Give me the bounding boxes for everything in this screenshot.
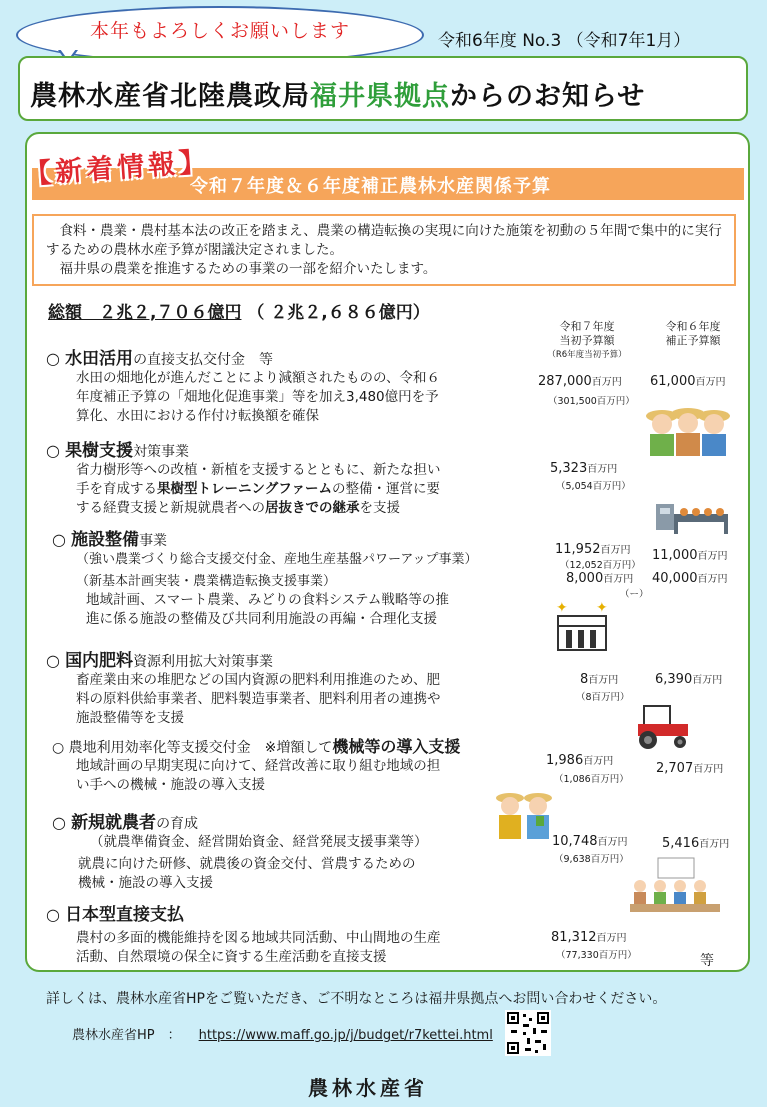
- budget-value: 10,748百万円: [552, 834, 628, 849]
- machinery-illustration: [654, 498, 730, 538]
- budget-value: 5,323百万円: [550, 461, 618, 476]
- hp-link[interactable]: https://www.maff.go.jp/j/budget/r7kettei.html: [198, 1028, 493, 1043]
- section-machinery: ○ 農地利用効率化等支援交付金 ※増額して機械等の導入支援 地域計画の早期実現に向けて、経営改善に取り組む地域の担 い手への機械・施設の導入支援: [52, 734, 552, 795]
- budget-prev-value: （9,638百万円）: [554, 854, 629, 865]
- section-body: 地域計画の早期実現に向けて、経営改善に取り組む地域の担 い手への機械・施設の導入支援: [76, 758, 441, 793]
- budget-prev-value: （77,330百万円）: [556, 950, 637, 961]
- building-illustration: [550, 598, 614, 652]
- tractor-illustration: [630, 702, 696, 750]
- budget-value: 81,312百万円: [551, 930, 627, 945]
- svg-text:✦: ✦: [596, 600, 608, 616]
- section-new-farmers: ○ 新規就農者の育成 （就農準備資金、経営開始資金、経営発展支援事業等） 就農に向けた研修、就農後の資金交付、営農するための 機械・施設の導入支援: [52, 808, 552, 893]
- budget-prev-value: （12,052百万円）: [560, 560, 641, 571]
- budget-prev-value: （1,086百万円）: [554, 774, 629, 785]
- section-body: 農村の多面的機能維持を図る地域共同活動、中山間地の生産 活動、自然環境の保全に資する生産活動を直接支援: [76, 930, 441, 965]
- budget-value: 287,000百万円: [538, 374, 622, 389]
- column-header-r6: 令和６年度 補正予算額: [665, 320, 721, 347]
- page-title: 農林水産省北陸農政局福井県拠点からのお知らせ: [30, 81, 646, 112]
- column-header-r7: 令和７年度 当初予算額 （R6年度当初予算）: [547, 320, 627, 360]
- headline-title: 令和７年度＆６年度補正農林水産関係予算: [190, 176, 551, 197]
- total-amount: 総額 ２兆２,７０６億円 （ ２兆２,６８６億円）: [48, 303, 430, 323]
- ministry-name: 農林水産省: [308, 1076, 428, 1100]
- hp-line: 農林水産省HP ： https://www.maff.go.jp/j/budget/r7kettei.html: [72, 1028, 493, 1043]
- meeting-illustration: [628, 856, 724, 916]
- supplementary-value: 61,000百万円: [650, 374, 726, 389]
- section-fruit: ○ 果樹支援対策事業 省力樹形等への改植・新植を支援するとともに、新たな担い 手を育成する果樹型トレーニングファームの整備・運営に要 する経費支援と新規就農者への居抜きでの継承を支援: [46, 436, 546, 518]
- section-body: 省力樹形等への改植・新植を支援するとともに、新たな担い 手を育成する果樹型トレーニングファームの整備・運営に要 する経費支援と新規就農者への居抜きでの継承を支援: [76, 462, 441, 516]
- section-direct-payment: ○ 日本型直接支払 農村の多面的機能維持を図る地域共同活動、中山間地の生産 活動、自然環境の保全に資する生産活動を直接支援: [46, 900, 546, 967]
- section-facilities: ○ 施設整備事業 （強い農業づくり総合支援交付金、産地生産基盤パワーアップ事業） （新基本計画実装・農業構造転換支援事業） 地域計画、スマート農業、みどりの食料システム戦略等の推 進に係る施設の整備及び共同利用施設の再編・合理化支援: [52, 525, 552, 629]
- supplementary-value: 6,390百万円: [655, 672, 723, 687]
- budget-prev-value: （8百万円）: [576, 692, 630, 703]
- section-paddy: ○ 水田活用の直接支払交付金 等 水田の畑地化が進んだことにより減額されたものの、令和６ 年度補正予算の「畑地化促進事業」等を加え3,480億円を予 算化、水田における作付け転換額を確保: [46, 344, 546, 426]
- supplementary-value: 2,707百万円: [656, 761, 724, 776]
- section-body: 地域計画、スマート農業、みどりの食料システム戦略等の推 進に係る施設の整備及び共同利用施設の再編・合理化支援: [86, 592, 449, 627]
- svg-text:✦: ✦: [556, 600, 568, 616]
- supplementary-value: 11,000百万円: [652, 548, 728, 563]
- supplementary-value: 5,416百万円: [662, 836, 730, 851]
- farmers-illustration: [644, 402, 732, 456]
- budget-value: 1,986百万円: [546, 753, 614, 768]
- budget-prev-value: （ー）: [620, 589, 649, 600]
- section-body: 就農に向けた研修、就農後の資金交付、営農するための 機械・施設の導入支援: [78, 856, 416, 891]
- etc-mark: 等: [700, 953, 714, 969]
- budget-prev-value: （5,054百万円）: [556, 481, 631, 492]
- budget-value: 8,000百万円: [566, 571, 634, 586]
- section-body: 水田の畑地化が進んだことにより減額されたものの、令和６ 年度補正予算の「畑地化促進事業」等を加え3,480億円を予 算化、水田における作付け転換額を確保: [76, 370, 440, 424]
- intro-box: 食料・農業・農村基本法の改正を踏まえ、農業の構造転換の実現に向けた施策を初動の５年間で集中的に実行するための農林水産予算が閣議決定されました。 福井県の農業を推進するための事業の一部を紹介いたします。: [32, 214, 736, 286]
- issue-number: 令和6年度 No.3 （令和7年1月）: [438, 31, 691, 51]
- qr-code[interactable]: [505, 1010, 551, 1056]
- footer-note: 詳しくは、農林水産省HPをご覧いただき、ご不明なところは福井県拠点へお問い合わせください。: [46, 991, 667, 1007]
- greeting-text: 本年もよろしくお願いします: [89, 20, 350, 42]
- budget-value: 11,952百万円: [555, 542, 631, 557]
- section-body: 畜産業由来の堆肥などの国内資源の肥料利用推進のため、肥 料の原料供給事業者、肥料製造事業者、肥料利用者の連携や 施設整備等を支援: [76, 672, 441, 726]
- budget-prev-value: （301,500百万円）: [548, 396, 635, 407]
- new-info-label: 【新着情報】: [23, 146, 212, 191]
- supplementary-value: 40,000百万円: [652, 571, 728, 586]
- section-fertilizer: ○ 国内肥料資源利用拡大対策事業 畜産業由来の堆肥などの国内資源の肥料利用推進のため、肥 料の原料供給事業者、肥料製造事業者、肥料利用者の連携や 施設整備等を支援: [46, 646, 546, 728]
- budget-value: 8百万円: [580, 672, 619, 687]
